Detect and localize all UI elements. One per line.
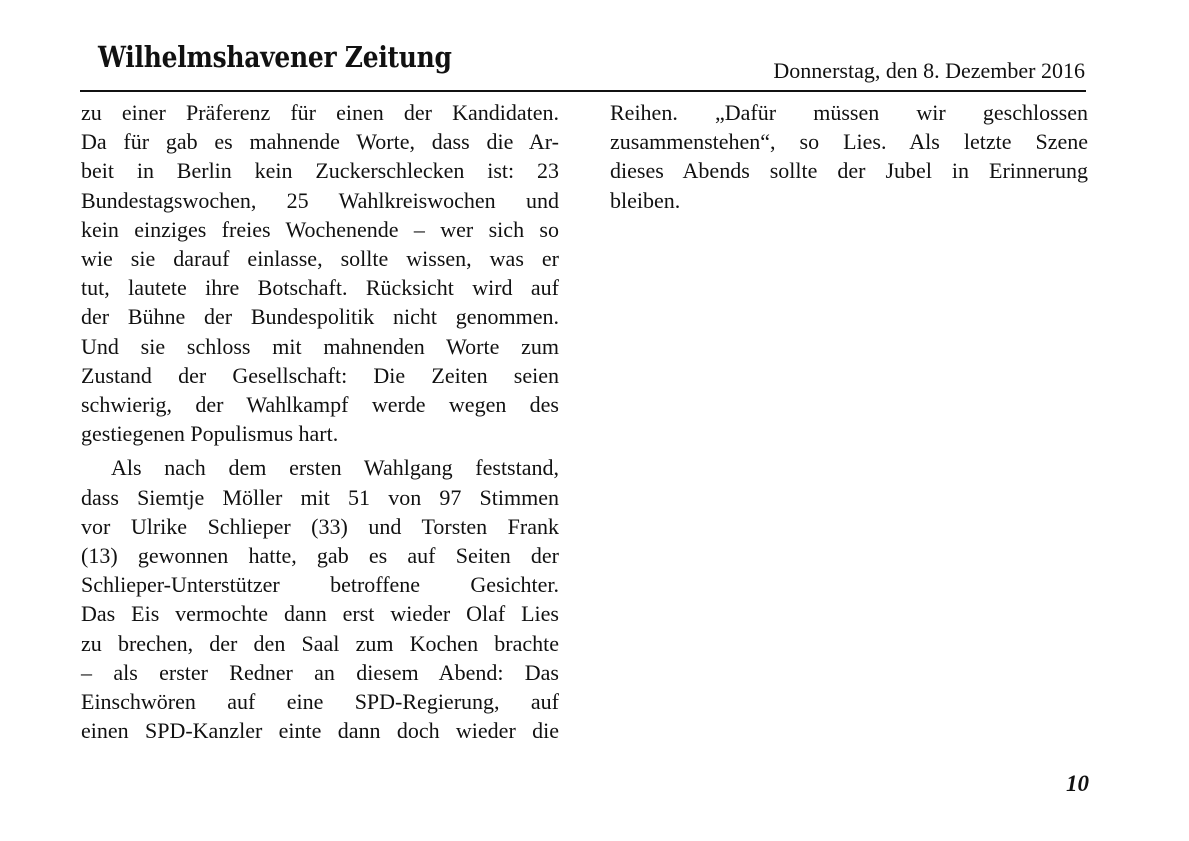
- text-line: zusammenstehen“, so Lies. Als letzte Szene: [610, 129, 1088, 155]
- text-line: dass Siemtje Möller mit 51 von 97 Stimmen: [81, 484, 559, 510]
- text-line: Einschwören auf eine SPD-Regierung, auf: [81, 689, 559, 715]
- text-line: Da für gab es mahnende Worte, dass die Ar-: [81, 129, 559, 155]
- text-line: bleiben.: [610, 187, 681, 213]
- article-column-right: [610, 98, 1088, 215]
- text-line: Reihen. „Dafür müssen wir geschlossen: [610, 100, 1088, 125]
- issue-date: Donnerstag, den 8. Dezember 2016: [773, 58, 1085, 83]
- article-column-left: [81, 98, 559, 745]
- text-line: Bundestagswochen, 25 Wahlkreiswochen und: [81, 187, 559, 213]
- text-line: Schlieper-Unterstützer betroffene Gesichter.: [81, 572, 559, 598]
- text-line: schwierig, der Wahlkampf werde wegen des: [81, 392, 559, 418]
- text-line: Zustand der Gesellschaft: Die Zeiten seien: [81, 362, 559, 388]
- header-rule: [80, 90, 1086, 92]
- text-line: der Bühne der Bundespolitik nicht genommen.: [81, 304, 559, 330]
- text-line: tut, lautete ihre Botschaft. Rücksicht wird auf: [81, 275, 559, 301]
- text-line: beit in Berlin kein Zuckerschlecken ist: 23: [81, 158, 559, 184]
- text-line: wie sie darauf einlasse, sollte wissen, was er: [81, 246, 559, 272]
- text-line: zu brechen, der den Saal zum Kochen brachte: [81, 630, 559, 656]
- text-line: – als erster Redner an diesem Abend: Das: [81, 659, 559, 685]
- text-line: Das Eis vermochte dann erst wieder Olaf Lies: [81, 601, 559, 627]
- text-line: Und sie schloss mit mahnenden Worte zum: [81, 333, 559, 359]
- text-line: gestiegenen Populismus hart.: [81, 421, 339, 447]
- text-line: einen SPD-Kanzler einte dann doch wieder die: [81, 718, 559, 744]
- masthead-title: Wilhelmshavener Zeitung: [98, 40, 452, 74]
- text-line: Als nach dem ersten Wahlgang feststand,: [111, 455, 559, 481]
- page-number: 10: [1066, 771, 1089, 796]
- text-line: dieses Abends sollte der Jubel in Erinnerung: [610, 158, 1088, 184]
- text-line: vor Ulrike Schlieper (33) und Torsten Frank: [81, 513, 559, 539]
- text-line: kein einziges freies Wochenende – wer sich so: [81, 216, 559, 242]
- text-line: zu einer Präferenz für einen der Kandidaten.: [81, 100, 559, 125]
- text-line: (13) gewonnen hatte, gab es auf Seiten der: [81, 543, 559, 569]
